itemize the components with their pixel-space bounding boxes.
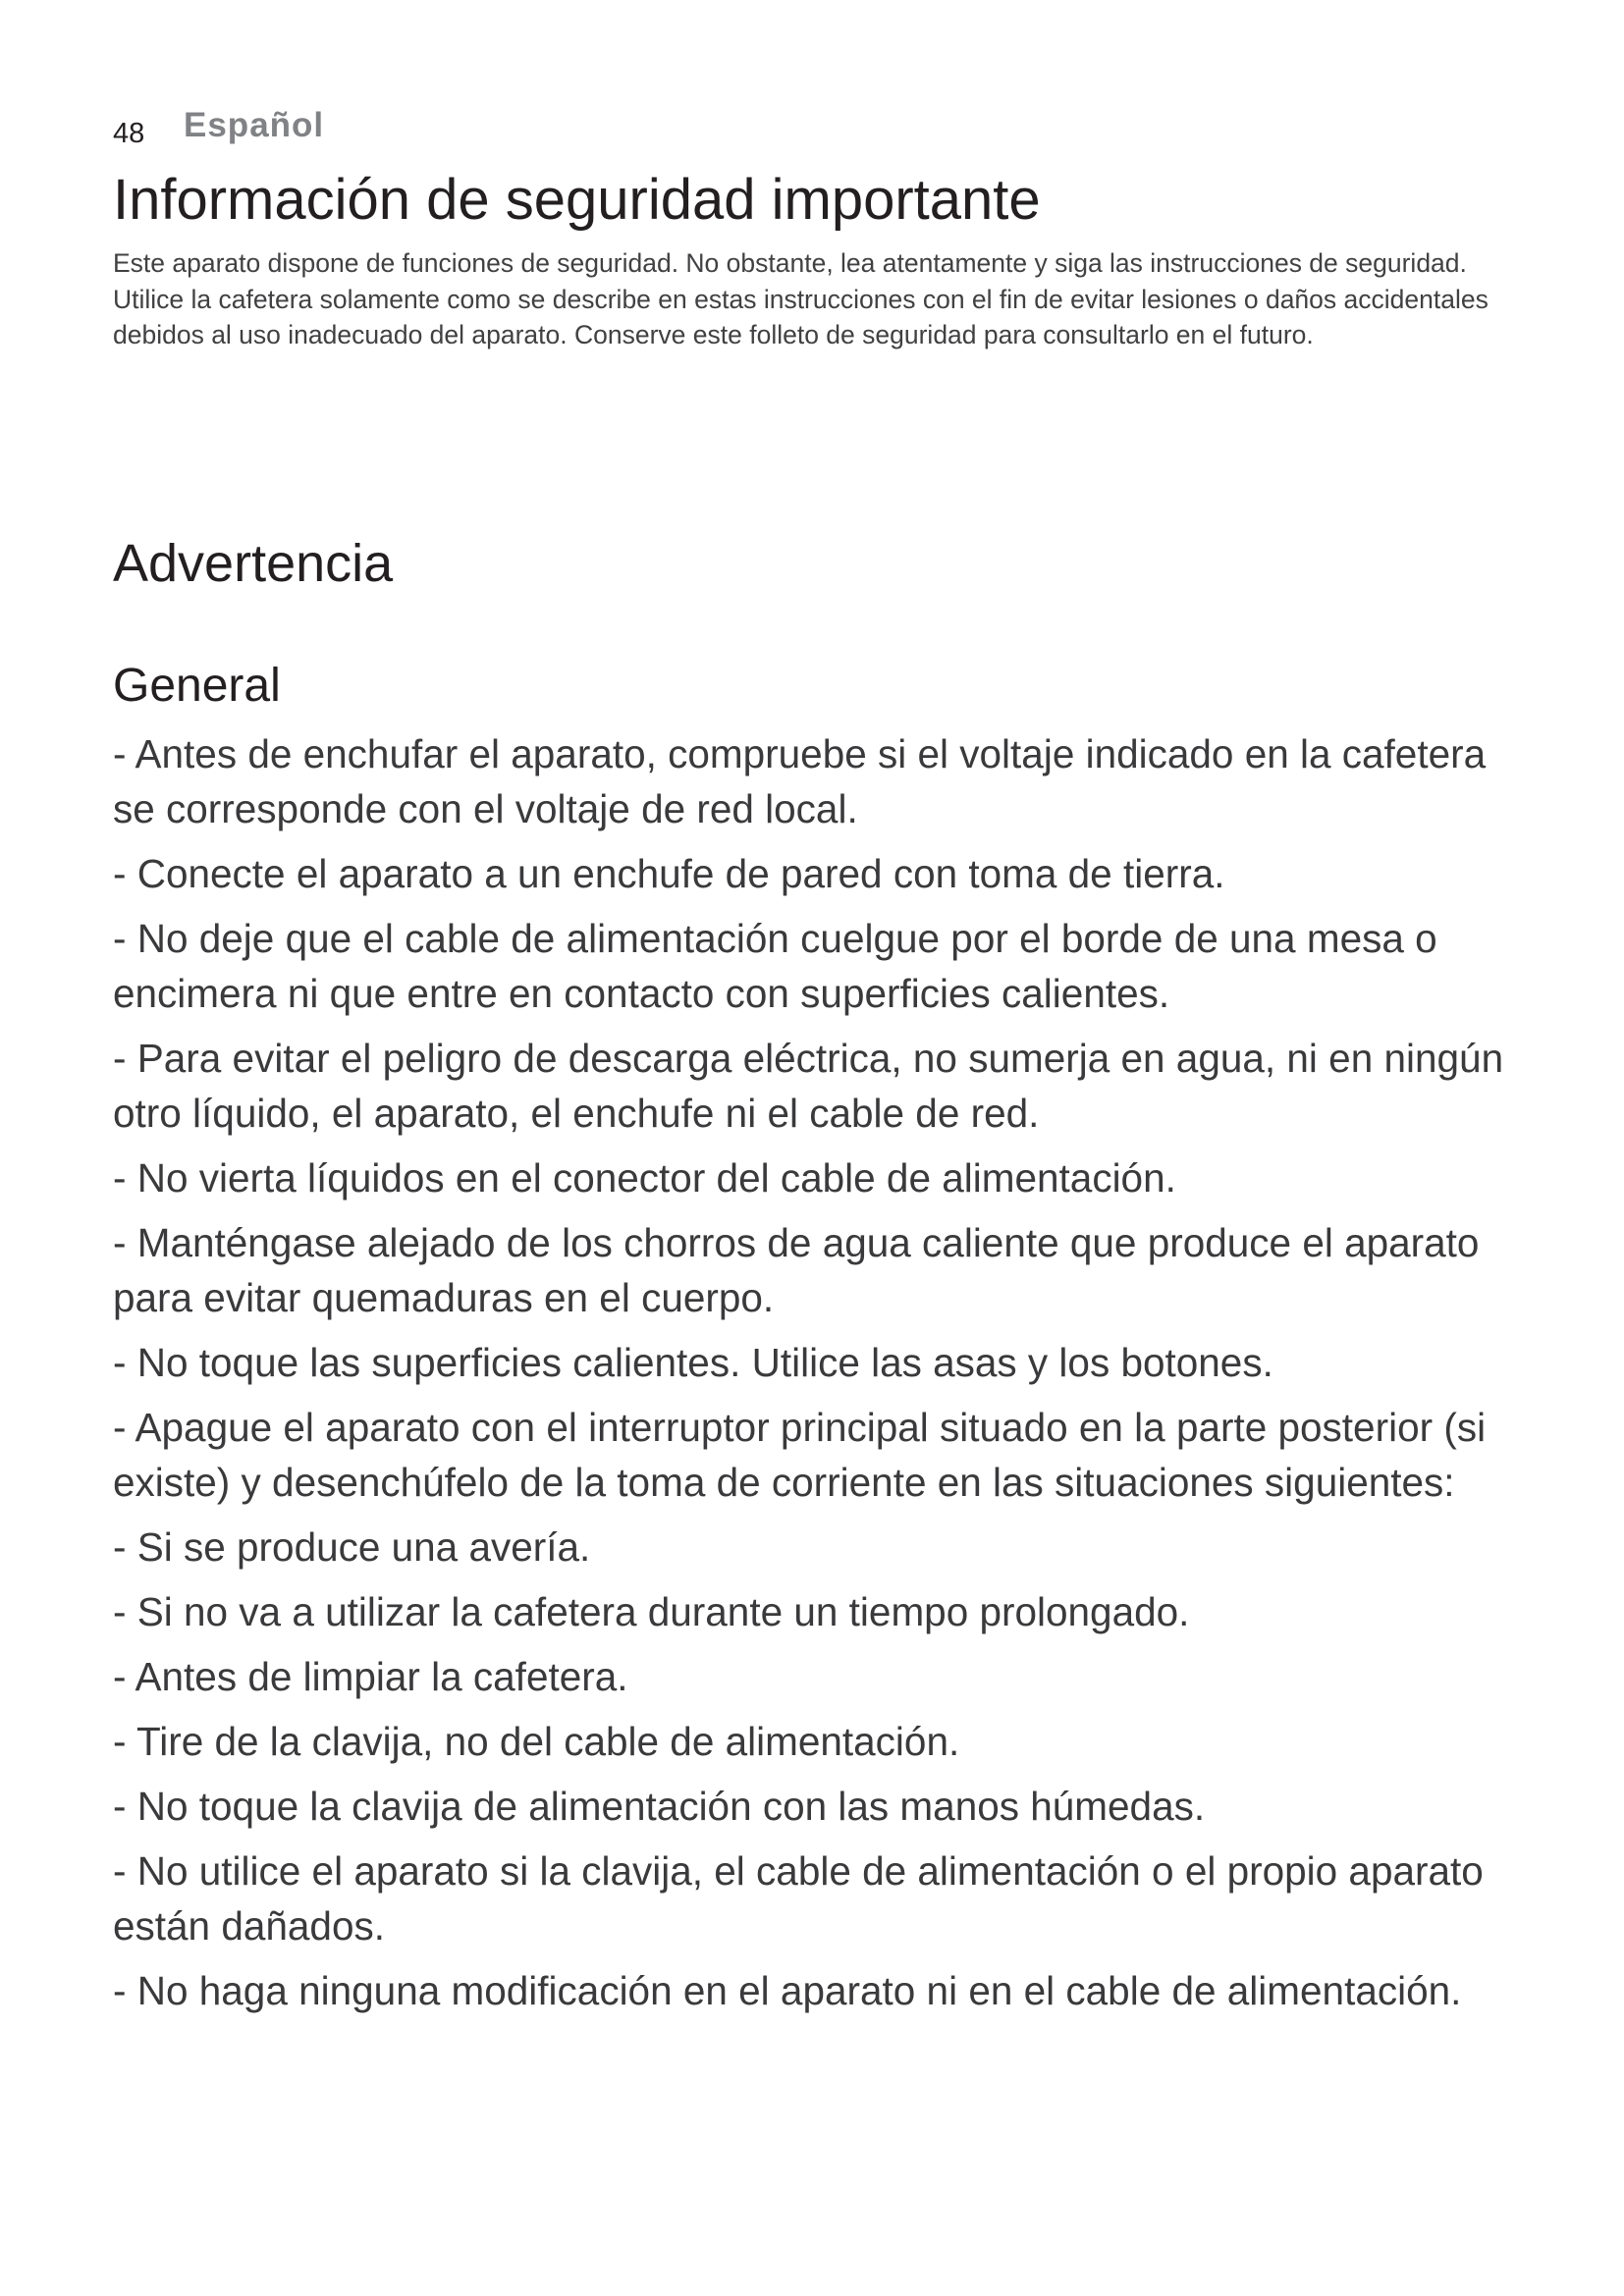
- safety-rule: - Antes de enchufar el aparato, compruebe si el voltaje indicado en la cafetera se corresponde con el voltaje de red local.: [113, 731, 1487, 831]
- safety-rule: - Conecte el aparato a un enchufe de pared con toma de tierra.: [113, 851, 1225, 896]
- safety-rule: - No haga ninguna modificación en el aparato ni en el cable de alimentación.: [113, 1968, 1462, 2013]
- warning-heading: Advertencia: [113, 534, 394, 593]
- page-number: 48: [113, 118, 145, 149]
- safety-rule: - Tire de la clavija, no del cable de alimentación.: [113, 1719, 960, 1764]
- safety-rule: - Si no va a utilizar la cafetera durante un tiempo prolongado.: [113, 1589, 1190, 1634]
- safety-rule: - No toque las superficies calientes. Utilice las asas y los botones.: [113, 1340, 1273, 1385]
- safety-rule: - No toque la clavija de alimentación con las manos húmedas.: [113, 1784, 1206, 1829]
- general-heading: General: [113, 660, 281, 712]
- running-header: [113, 106, 325, 149]
- general-safety-list: [113, 726, 1527, 2028]
- safety-rule: - No vierta líquidos en el conector del cable de alimentación.: [113, 1155, 1176, 1201]
- intro-paragraph: Este aparato dispone de funciones de seguridad. No obstante, lea atentamente y siga las instrucciones de seguridad. Utilice la cafetera solamente como se describe en estas instrucciones con el fin de evitar lesiones o daños accidentales debidos al uso inadecuado del aparato. Conserve este folleto de seguridad para consultarlo en el futuro.: [113, 248, 1489, 349]
- page-title: Información de seguridad importante: [113, 168, 1041, 232]
- language-label: Español: [184, 106, 325, 144]
- safety-rule: - Apague el aparato con el interruptor principal situado en la parte posterior (si existe) y desenchúfelo de la toma de corriente en las situaciones siguientes:: [113, 1405, 1487, 1505]
- safety-rule: - Para evitar el peligro de descarga eléctrica, no sumerja en agua, ni en ningún otro líquido, el aparato, el enchufe ni el cable de red.: [113, 1036, 1504, 1136]
- safety-rule: - Si se produce una avería.: [113, 1524, 591, 1570]
- safety-rule: - No deje que el cable de alimentación cuelgue por el borde de una mesa o encimera ni que entre en contacto con superficies calientes.: [113, 916, 1437, 1016]
- safety-rule: - Manténgase alejado de los chorros de agua caliente que produce el aparato para evitar quemaduras en el cuerpo.: [113, 1220, 1480, 1320]
- safety-rule: - No utilice el aparato si la clavija, el cable de alimentación o el propio aparato están dañados.: [113, 1848, 1484, 1949]
- safety-rule: - Antes de limpiar la cafetera.: [113, 1654, 628, 1699]
